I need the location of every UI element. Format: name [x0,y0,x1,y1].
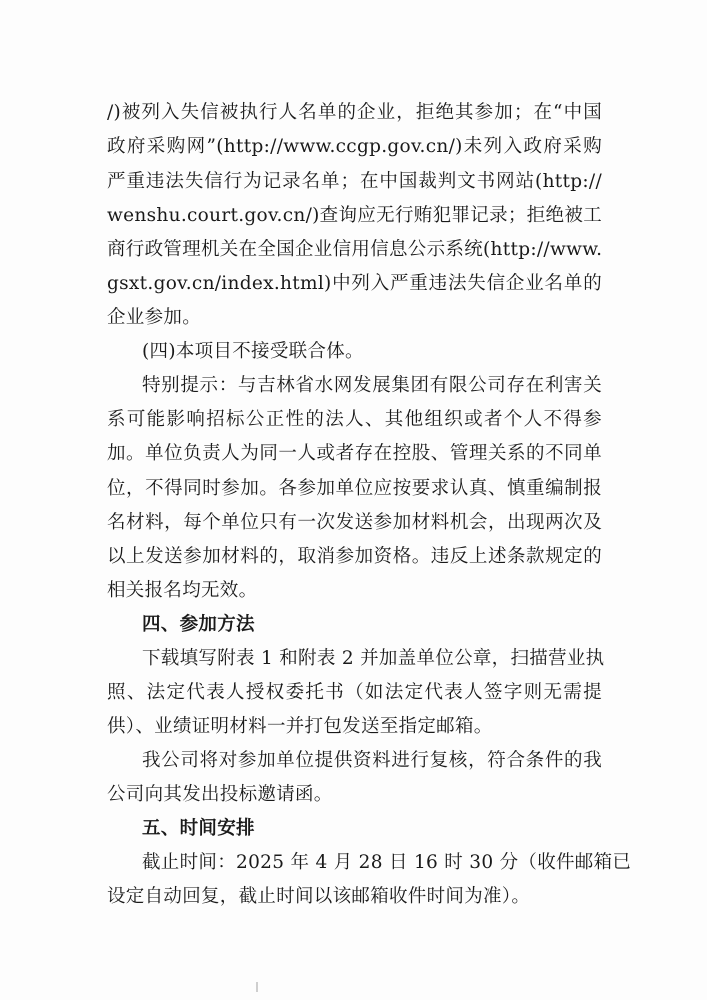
section-heading: 五、时间安排 [142,818,255,839]
body-text-line: 系可能影响招标公正性的法人、其他组织或者个人不得参 [107,409,602,430]
body-text-line: 名材料，每个单位只有一次发送参加材料机会，出现两次及 [107,512,602,533]
body-text-line: 企业参加。 [107,307,202,328]
body-text-line: wenshu.court.gov.cn/)查询应无行贿犯罪记录；拒绝被工 [107,205,602,226]
body-text-line: 特别提示：与吉林省水网发展集团有限公司存在利害关 [142,375,602,396]
body-text-line: 严重违法失信行为记录名单；在中国裁判文书网站(http:// [107,171,602,192]
body-text-line: 截止时间：2025 年 4 月 28 日 16 时 30 分（收件邮箱已 [142,852,632,873]
body-text-line: gsxt.gov.cn/index.html)中列入严重违法失信企业名单的 [107,273,602,294]
scan-artifact [256,982,258,992]
body-text-line: 位，不得同时参加。各参加单位应按要求认真、慎重编制报 [107,478,602,499]
body-text-line: /)被列入失信被执行人名单的企业，拒绝其参加；在“中国 [107,102,602,123]
body-text-line: 我公司将对参加单位提供资料进行复核，符合条件的我 [142,750,602,771]
body-text-line: 公司向其发出投标邀请函。 [107,784,333,805]
body-text-line: 政府采购网”(http://www.ccgp.gov.cn/)未列入政府采购 [107,136,602,157]
body-text-line: 商行政管理机关在全国企业信用信息公示系统(http://www. [107,239,603,260]
body-text-line: 供）、业绩证明材料一并打包发送至指定邮箱。 [107,716,493,737]
body-text-line: 照、法定代表人授权委托书（如法定代表人签字则无需提 [107,682,602,703]
body-text-line: 设定自动回复，截止时间以该邮箱收件时间为准）。 [107,886,531,907]
body-text-line: 加。单位负责人为同一人或者存在控股、管理关系的不同单 [107,443,602,464]
body-text-line: 相关报名均无效。 [107,580,258,601]
body-text-line: 下载填写附表 1 和附表 2 并加盖单位公章，扫描营业执 [142,648,605,669]
body-text-line: 以上发送参加材料的，取消参加资格。违反上述条款规定的 [107,546,602,567]
section-heading: 四、参加方法 [142,614,255,635]
body-text-line: (四)本项目不接受联合体。 [142,341,364,362]
